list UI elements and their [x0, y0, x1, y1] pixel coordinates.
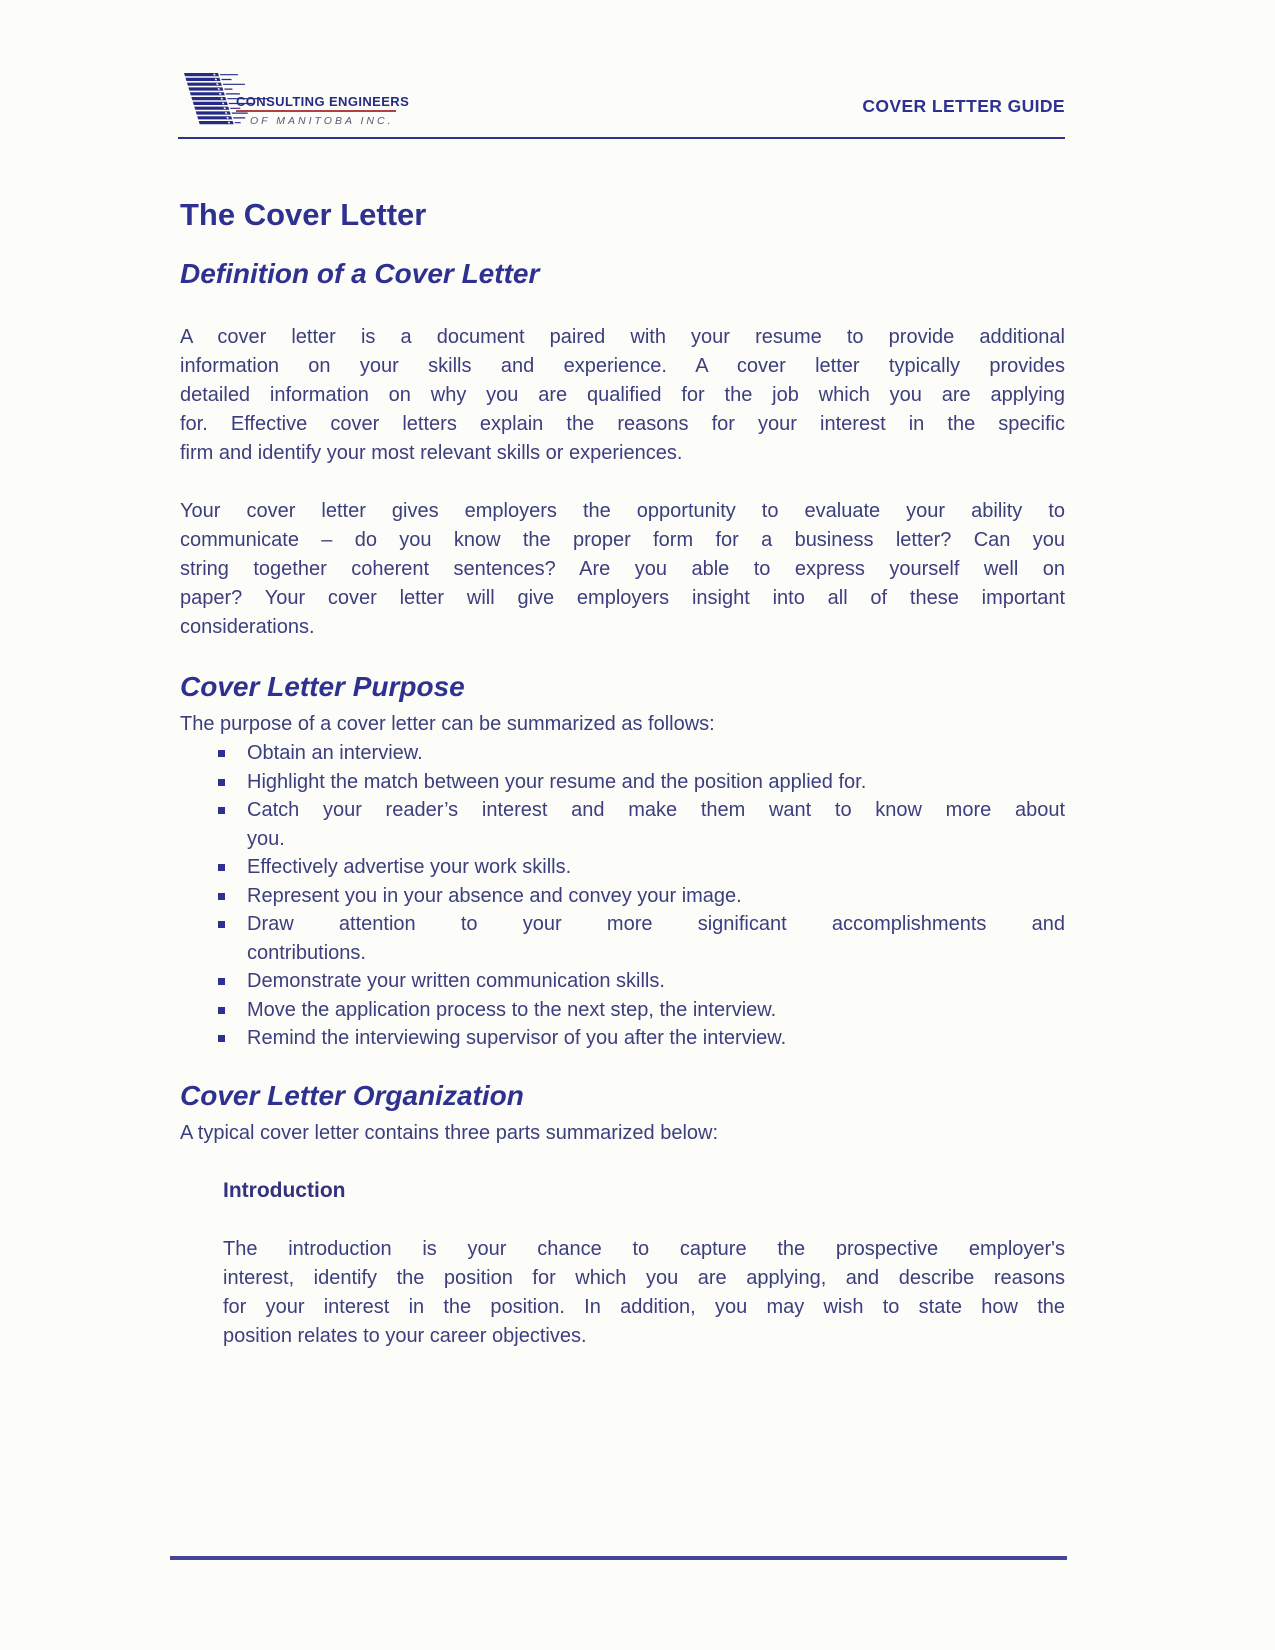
footer-rule	[170, 1556, 1067, 1560]
list-item: Demonstrate your written communication skills.	[180, 967, 1065, 996]
introduction-paragraph: The introduction is your chance to capture the prospective employer's interest, identify the position for which you are applying, and describe reasons for your interest in the position. In addition, you may wish to state how the position relates to your career objectives.	[223, 1237, 1065, 1347]
logo-company-name: CONSULTING ENGINEERS	[236, 94, 410, 109]
list-item: Obtain an interview.	[180, 739, 1065, 768]
page-title: The Cover Letter	[180, 197, 427, 232]
section-heading-definition: Definition of a Cover Letter	[180, 258, 540, 289]
company-logo	[178, 73, 578, 131]
definition-paragraph-2: Your cover letter gives employers the opportunity to evaluate your ability to communicate – do you know the proper form for a business letter? Can you string together coherent sentences? Are you able to express yourself well on paper? Your cover letter will give employers insight into all of these important considerations.	[180, 500, 1065, 638]
list-item: Effectively advertise your work skills.	[180, 853, 1065, 882]
purpose-intro: The purpose of a cover letter can be summarized as follows:	[180, 713, 715, 735]
logo-text	[236, 94, 409, 127]
list-item: Represent you in your absence and convey your image.	[180, 882, 1065, 911]
definition-paragraph-1: A cover letter is a document paired with your resume to provide additional information on your skills and experience. A cover letter typically provides detailed information on why you are qualified for the job which you are applying for. Effective cover letters explain the reasons for your interest in the specific firm and identify your most relevant skills or experiences.	[180, 326, 1065, 464]
document-body	[180, 196, 1065, 1351]
purpose-bullet-list	[180, 739, 1065, 1053]
header-doc-title: COVER LETTER GUIDE	[862, 96, 1065, 116]
list-item: Highlight the match between your resume and the position applied for.	[180, 768, 1065, 797]
section-heading-purpose: Cover Letter Purpose	[180, 671, 465, 702]
logo-company-subtitle: OF MANITOBA INC.	[250, 115, 394, 127]
list-item: Move the application process to the next step, the interview.	[180, 996, 1065, 1025]
header-rule	[178, 137, 1065, 139]
section-heading-organization: Cover Letter Organization	[180, 1079, 524, 1111]
organization-intro: A typical cover letter contains three parts summarized below:	[180, 1121, 719, 1144]
subsection-heading-introduction: Introduction	[223, 1178, 346, 1202]
list-item: Catch your reader’s interest and make them want to know more about you.	[180, 796, 1065, 853]
list-item: Remind the interviewing supervisor of you after the interview.	[180, 1024, 1065, 1053]
list-item: Draw attention to your more significant accomplishments and contributions.	[180, 910, 1065, 967]
page-header	[178, 73, 1065, 131]
logo-red-underline	[236, 110, 396, 112]
